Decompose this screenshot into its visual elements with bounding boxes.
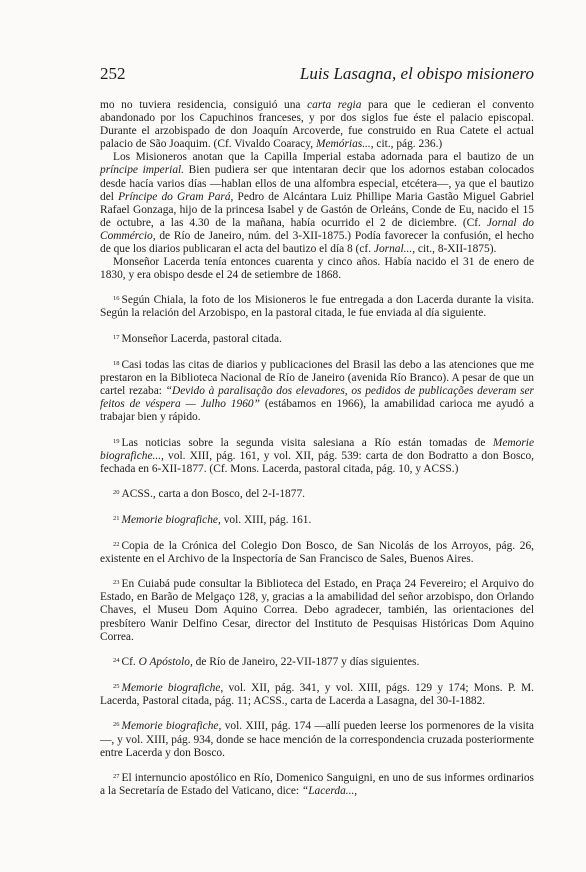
italic-text: Memorie biografiche, [121,513,221,526]
italic-text: Príncipe do Gram Pará, [118,190,234,203]
page-header [100,64,534,86]
text-run: Pedro de Alcántara Luiz Phillipe Maria Gastão Miguel Gabriel Rafael Gonzaga, hijo de la princesa Isabel y de Gastón de Orleáns, Conde de Eu, nacido el 15 de octubre, a las 4.30 de la mañana, había ocurrido el 2 de diciembre. (Cf. [100,190,534,229]
text-run: Monseñor Lacerda, pastoral citada. [121,333,282,345]
footnote [100,718,534,759]
footnote [100,512,534,527]
footnote-number: 20 [113,489,120,497]
text-run: de Río de Janeiro, núm. del 3-XII-1875.) Podía favorecer la confusión, el hecho de que los diarios publicaran el acta del bautizo el día 8 (cf. [100,229,534,256]
footnote [100,292,534,320]
footnote-number: 18 [113,359,120,367]
body-paragraph [100,151,534,256]
text-run: En Cuiabá pude consultar la Biblioteca del Estado, en Praça 24 Fevereiro; el Arquivo do Estado, en Barão de Melgaço 128, y, gracias a la amabilidad del señor arzobispo, don Orlando Chaves, el Museu Dom Aquino Correa. Debo agradecer, también, las orientaciones del presbítero Wanir Delfino Cesar, director del Instituto de Pesquisas Históricas Dom Aquino Correa. [100,578,534,643]
text-run: vol. XII, pág. 341, y vol. XIII, págs. 129 y 174; Mons. P. M. Lacerda, Pastoral citada, pág. 11; ACSS., carta de Lacerda a Lasagna, del 30-I-1882. [100,681,534,707]
text-run: (estábamos en 1966), la amabilidad carioca me ayudó a trabajar bien y rápido. [100,397,534,423]
italic-text: Memorie biografiche..., [100,436,534,462]
footnote-number: 21 [113,514,120,522]
footnotes [100,292,534,798]
text-run: vol. XIII, pág. 161, y vol. XII, pág. 539: carta de don Bodratto a don Bosco, fechada en 6-XII-1877. (Cf. Mons. Lacerda, pastoral citada, pág. 10, y ACSS.) [100,449,534,475]
text-run: , cit., pág. 236.) [370,138,443,151]
text-run: Los Misioneros anotan que la Capilla Imperial estaba adornada para el bautizo de un [113,151,534,164]
footnote-number: 24 [113,657,120,665]
footnote-number: 26 [113,721,120,729]
text-run: Las noticias sobre la segunda visita salesiana a Río están tomadas de [121,436,493,449]
footnote [100,435,534,476]
footnote [100,331,534,346]
footnote-number: 23 [113,579,120,587]
footnote-number: 19 [113,437,120,445]
footnote [100,486,534,501]
text-run: para que le cedieran el convento abandonado por los Capuchinos franceses, y por dos siglos fue éste el palacio episcopal. Durante el arzobispado de don Joaquín Arcoverde, fue construido en Rua Catete el actual palacio de São Joaquim. (Cf. Vivaldo Coaracy, [100,99,534,151]
text-run: Según Chiala, la foto de los Misioneros le fue entregada a don Lacerda durante la visita. Según la relación del Arzobispo, en la pastoral citada, le fue enviada al día siguiente. [100,294,534,320]
footnote-number: 22 [113,540,120,548]
page-number: 252 [100,64,126,83]
running-title: Luis Lasagna, el obispo misionero [299,64,534,83]
text-run: Bien pudiera ser que intentaran decir que los adornos estaban colocados desde hacía varios días —hablan ellos de una alfombra especial, etcétera—, ya que el bautizo del [100,164,534,203]
text-run: ACSS., carta a don Bosco, del 2-I-1877. [121,488,305,501]
italic-text: Memorie biografiche, [121,720,222,733]
footnote [100,576,534,643]
italic-text: carta regia [307,99,362,111]
text-run: El internuncio apostólico en Río, Domenico Sanguigni, en uno de sus informes ordinarios a la Secretaría de Estado del Vaticano, dice: [100,772,534,798]
text-run: mo no tuviera residencia, consiguió una [100,99,308,111]
text-run: vol. XIII, pág. 174 —allí pueden leerse los pormenores de la visita—, y vol. XIII, pág. 934, donde se hace mención de la correspondencia cruzada posteriormente entre Lacerda y don Bosco. [100,720,534,759]
footnote [100,538,534,566]
text-run: Copia de la Crónica del Colegio Don Bosco, de San Nicolás de los Arroyos, pág. 26, existente en el Archivo de la Inspectoría de San Francisco de Sales, Buenos Aires. [100,539,534,565]
footnote [100,770,534,798]
text-run: Casi todas las citas de diarios y publicaciones del Brasil las debo a las atenciones que me prestaron en la Biblioteca Nacional de Río de Janeiro (avenida Río Branco). A pesar de que un cartel rezaba: [100,358,534,397]
italic-text: “Lacerda..., [301,785,358,798]
footnote-number: 17 [113,334,120,341]
text-run: vol. XIII, pág. 161. [220,513,312,526]
text-run: de Río de Janeiro, 22-VII-1877 y días siguientes. [192,656,420,669]
italic-text: “Devido à paralisação dos elevadores, os pedidos de publicações deveram ser feitos de véspera — Julho 1960” [100,384,534,410]
text-run: cit., 8-XII-1875). [415,243,497,256]
footnote-number: 25 [113,682,120,690]
footnote [100,680,534,708]
italic-text: Jornal do Commércio, [100,216,534,242]
text-run: Cf. [121,656,139,669]
italic-text: Memórias... [316,138,371,151]
body-paragraph [100,99,534,151]
page-body [100,99,534,798]
italic-text: Memorie biografiche, [121,681,224,694]
italic-text: O Apóstolo, [138,656,193,669]
footnote [100,654,534,669]
italic-text: Jornal..., [373,243,416,256]
main-text [100,99,534,282]
footnote [100,357,534,424]
body-paragraph [100,256,534,282]
footnote-number: 27 [113,773,120,781]
italic-text: príncipe imperial. [100,164,185,177]
text-run: Monseñor Lacerda tenía entonces cuarenta y cinco años. Había nacido el 31 de enero de 1830, y era obispo desde el 24 de setiembre de 1868. [100,256,534,282]
footnote-number: 16 [113,295,120,303]
